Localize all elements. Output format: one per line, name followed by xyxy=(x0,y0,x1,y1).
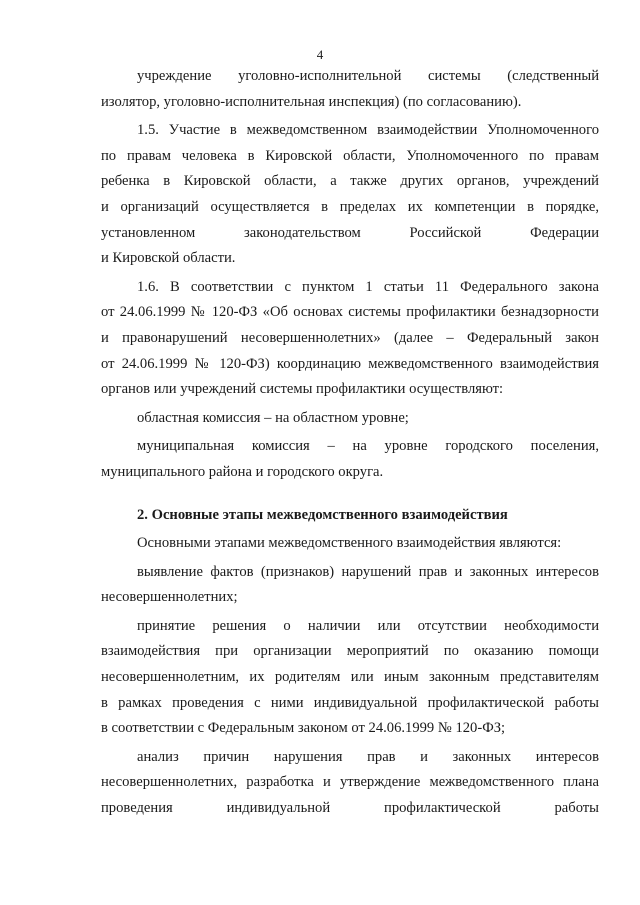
text-line: и организаций осуществляется в пределах их компетенции в порядке, xyxy=(101,198,599,215)
text-line: и Кировской области. xyxy=(101,250,236,267)
text-line: анализ причин нарушения прав и законных интересов xyxy=(137,748,599,765)
paragraph-analysis xyxy=(101,745,599,822)
paragraph-stages-intro xyxy=(101,531,599,557)
section-heading: 2. Основные этапы межведомственного взаимодействия xyxy=(137,506,508,523)
text-line: в соответствии с Федеральным законом от 24.06.1999 № 120-ФЗ; xyxy=(101,720,506,737)
text-line: взаимодействия при организации мероприятий по оказанию помощи xyxy=(101,643,599,660)
paragraph-decision xyxy=(101,614,599,742)
text-line: 1.6. В соответствии с пунктом 1 статьи 11 Федерального закона xyxy=(137,278,599,295)
text-line: несовершеннолетним, их родителям или иным законным представителям xyxy=(101,669,599,686)
text-line: несовершеннолетних, разработка и утверждение межведомственного плана xyxy=(101,774,599,791)
paragraph-1-6 xyxy=(101,275,599,403)
text-line: несовершеннолетних; xyxy=(101,589,238,606)
text-line: учреждение уголовно-исполнительной системы (следственный xyxy=(137,68,599,84)
text-line: и правонарушений несовершеннолетних» (далее – Федеральный закон xyxy=(101,329,599,346)
text-line: принятие решения о наличии или отсутствии необходимости xyxy=(137,617,599,634)
text-line: органов или учреждений системы профилактики осуществляют: xyxy=(101,381,504,398)
text-line: выявление фактов (признаков) нарушений прав и законных интересов xyxy=(137,563,599,580)
paragraph-detection xyxy=(101,560,599,611)
text-line: установленном законодательством Российской Федерации xyxy=(101,224,599,241)
paragraph-regional-commission xyxy=(101,406,599,432)
text-line: муниципальная комиссия – на уровне городского поселения, xyxy=(137,438,599,455)
text-line: от 24.06.1999 № 120-ФЗ) координацию межведомственного взаимодействия xyxy=(101,355,599,372)
text-line: Основными этапами межведомственного взаимодействия являются: xyxy=(137,535,562,552)
text-line: областная комиссия – на областном уровне; xyxy=(137,409,409,426)
text-line: от 24.06.1999 № 120-ФЗ «Об основах системы профилактики безнадзорности xyxy=(101,304,599,321)
text-line: муниципального района и городского округа. xyxy=(101,463,384,480)
text-line: 1.5. Участие в межведомственном взаимодействии Уполномоченного xyxy=(137,122,599,139)
document-body xyxy=(101,64,599,822)
page-number: 4 xyxy=(316,47,324,62)
text-line: ребенка в Кировской области, а также других органов, учреждений xyxy=(101,173,599,190)
paragraph-1-5 xyxy=(101,118,599,272)
paragraph xyxy=(101,64,599,115)
text-line: в рамках проведения с ними индивидуальной профилактической работы xyxy=(101,694,599,711)
text-line: проведения индивидуальной профилактической работы xyxy=(101,800,599,817)
text-line: изолятор, уголовно-исполнительная инспекция) (по согласованию). xyxy=(101,93,522,110)
text-line: по правам человека в Кировской области, Уполномоченного по правам xyxy=(101,147,599,164)
paragraph-municipal-commission xyxy=(101,434,599,485)
